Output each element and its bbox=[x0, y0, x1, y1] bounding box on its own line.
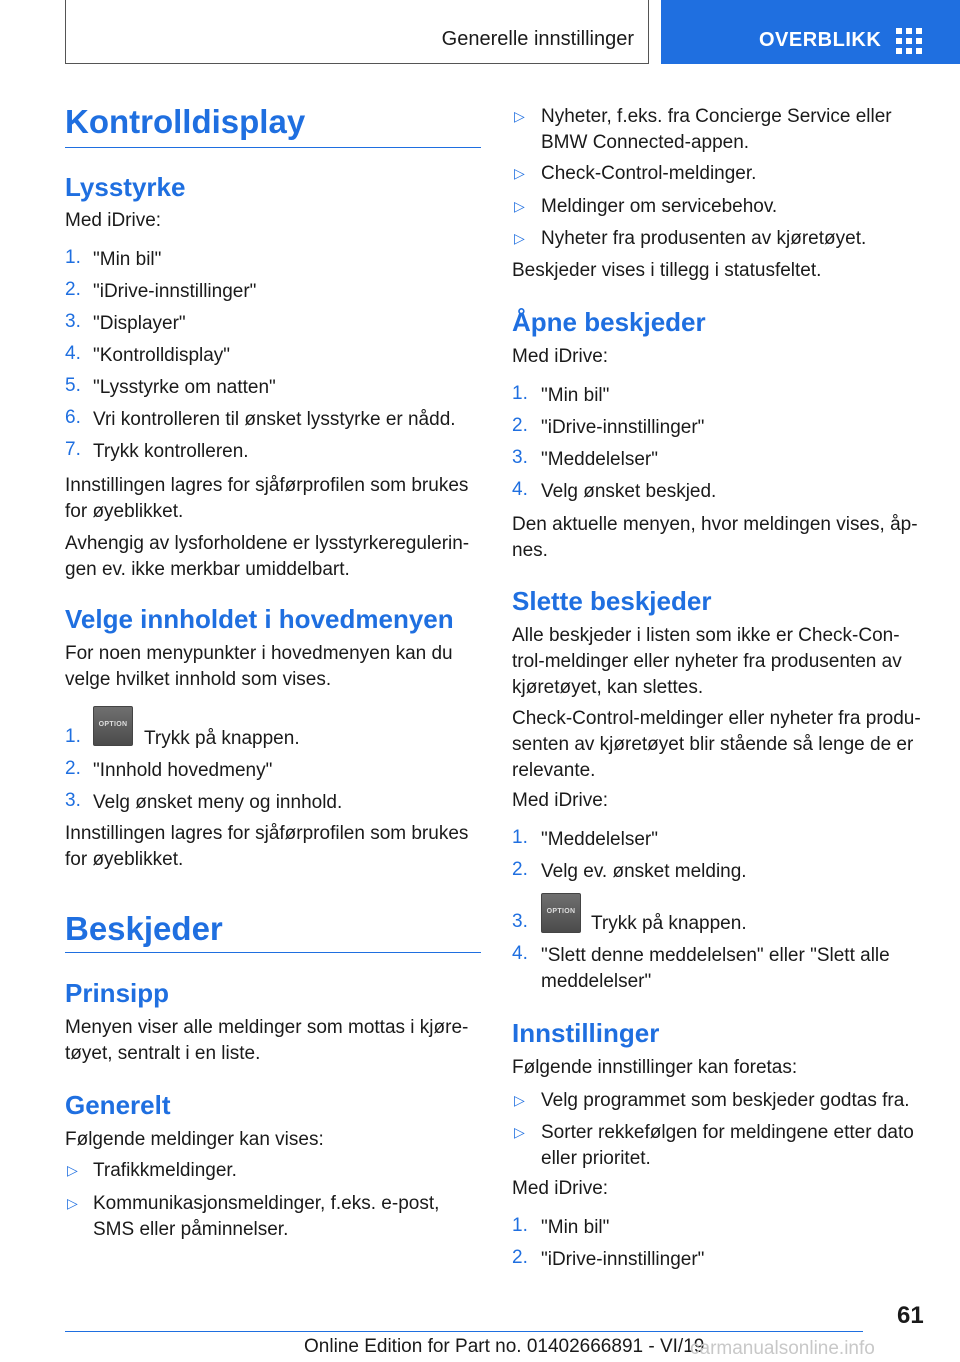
header-section-title: Generelle innstillinger bbox=[441, 28, 634, 50]
list-item: 3. "Displayer" bbox=[65, 311, 186, 334]
open-intro: Med iDrive: bbox=[512, 346, 609, 367]
list-item: 3. OPTION Trykk på knappen. bbox=[512, 893, 932, 937]
principle-text: Menyen viser alle meldinger som mottas i kjøre- tøyet, sentralt i en liste. bbox=[65, 1017, 469, 1064]
delete-heading: Slette beskjeder bbox=[512, 586, 712, 616]
status-note: Beskjeder vises i tillegg i statusfeltet. bbox=[512, 260, 822, 281]
open-heading: Åpne beskjeder bbox=[512, 307, 706, 337]
delete-text-2: Check-Control-meldinger eller nyheter fra produ- senten av kjøretøyet blir stående så lenge de er relevante. bbox=[512, 708, 921, 781]
option-button-icon: OPTION bbox=[93, 706, 133, 746]
messages-rule bbox=[65, 952, 481, 953]
header-section-box bbox=[65, 0, 649, 64]
page-title: Kontrolldisplay bbox=[65, 103, 306, 140]
open-steps bbox=[512, 383, 932, 511]
overview-button[interactable] bbox=[661, 0, 960, 64]
list-item: 5. "Lysstyrke om natten" bbox=[65, 375, 276, 398]
delete-intro: Med iDrive: bbox=[512, 790, 609, 811]
list-item: 2. "iDrive-innstillinger" bbox=[512, 415, 705, 438]
brightness-heading: Lysstyrke bbox=[65, 172, 186, 202]
watermark-text: carmanualsonline.info bbox=[690, 1338, 875, 1359]
messages-title: Beskjeder bbox=[65, 910, 223, 947]
principle-heading: Prinsipp bbox=[65, 978, 170, 1008]
general-intro: Følgende meldinger kan vises: bbox=[65, 1129, 324, 1150]
mainmenu-heading: Velge innholdet i hovedmenyen bbox=[65, 604, 454, 634]
brightness-note-1: Innstillingen lagres for sjåførprofilen som brukes for øyeblikket. bbox=[65, 475, 469, 522]
settings-intro: Følgende innstillinger kan foretas: bbox=[512, 1057, 798, 1078]
footer-rule bbox=[65, 1331, 863, 1332]
delete-text-1: Alle beskjeder i listen som ikke er Check-Con- trol-meldinger eller nyheter fra produsenten av kjøretøyet, kan slettes. bbox=[512, 625, 902, 698]
brightness-steps bbox=[65, 247, 481, 471]
page-number: 61 bbox=[897, 1302, 924, 1329]
brightness-note-2: Avhengig av lysforholdene er lysstyrkeregulerin- gen ev. ikke merkbar umiddelbart. bbox=[65, 533, 470, 580]
brightness-intro: Med iDrive: bbox=[65, 210, 162, 231]
list-item: 6. Vri kontrolleren til ønsket lysstyrke er nådd. bbox=[65, 407, 456, 430]
mainmenu-intro: For noen menypunkter i hovedmenyen kan du velge hvilket innhold som vises. bbox=[65, 643, 453, 690]
option-button-icon: OPTION bbox=[541, 893, 581, 933]
list-item: 1. "Min bil" bbox=[65, 247, 162, 270]
general-heading: Generelt bbox=[65, 1090, 171, 1120]
list-item: 2. "iDrive-innstillinger" bbox=[65, 279, 257, 302]
list-item: 3. "Meddelelser" bbox=[512, 447, 658, 470]
list-item: 1. "Min bil" bbox=[512, 383, 610, 406]
title-rule bbox=[65, 147, 481, 148]
list-item: 4. "Kontrolldisplay" bbox=[65, 343, 231, 366]
settings-heading: Innstillinger bbox=[512, 1018, 660, 1048]
mainmenu-note: Innstillingen lagres for sjåførprofilen som brukes for øyeblikket. bbox=[65, 823, 469, 870]
grid-icon bbox=[896, 28, 922, 54]
edition-text: Online Edition for Part no. 01402666891 - VI/19 bbox=[304, 1336, 705, 1357]
settings-intro-2: Med iDrive: bbox=[512, 1178, 609, 1199]
list-item: 4. Velg ønsket beskjed. bbox=[512, 479, 717, 502]
list-item: 7. Trykk kontrolleren. bbox=[65, 439, 249, 462]
list-item: 1. OPTION Trykk på knappen. bbox=[65, 706, 481, 750]
overview-label: OVERBLIKK bbox=[759, 29, 882, 51]
open-note: Den aktuelle menyen, hvor meldingen vises, åp- nes. bbox=[512, 514, 918, 561]
